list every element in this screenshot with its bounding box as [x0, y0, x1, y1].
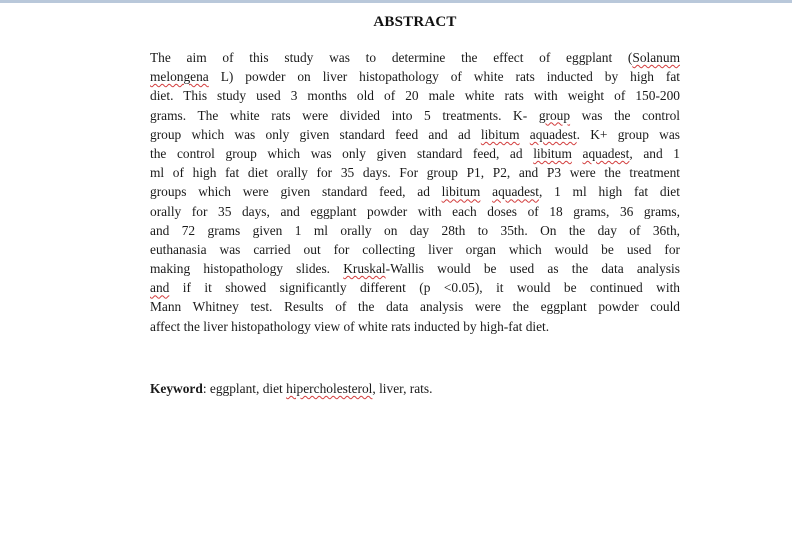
keyword-text-pre: eggplant, diet	[209, 381, 287, 396]
keyword-line	[150, 379, 432, 398]
abstract-text: ml of high fat diet orally for 35 days. For group P1, P2, and P3 were the treatment	[150, 165, 680, 181]
abstract-text: if it showed significantly different (p <0.05), it would be continued with	[169, 280, 680, 296]
spelling-flagged-word[interactable]: group	[538, 107, 571, 123]
abstract-text: and 72 grams given 1 ml orally on day 28th to 35th. On the day of 36th,	[150, 222, 680, 238]
abstract-line	[150, 259, 680, 278]
abstract-text: , 1 ml high fat diet	[538, 184, 680, 200]
abstract-line	[150, 221, 680, 240]
spelling-flagged-word[interactable]: hipercholesterol	[286, 381, 373, 396]
spelling-flagged-word[interactable]: aquadest	[582, 145, 630, 161]
keyword-text-post: , liver, rats.	[372, 381, 433, 396]
abstract-text: . K+ group was	[576, 126, 680, 142]
abstract-text: orally for 35 days, and eggplant powder with each doses of 18 grams, 36 grams,	[150, 203, 680, 219]
spelling-flagged-word[interactable]: libitum	[533, 145, 572, 161]
abstract-text: diet. This study used 3 months old of 20 male white rats with weight of 150-200	[150, 88, 680, 104]
abstract-text	[572, 146, 583, 161]
spelling-flagged-word[interactable]: Kruskal	[343, 261, 386, 277]
abstract-line	[150, 202, 680, 221]
spelling-flagged-word[interactable]: libitum	[480, 126, 520, 142]
abstract-text	[480, 184, 492, 199]
abstract-body[interactable]	[150, 48, 680, 336]
abstract-line	[150, 67, 680, 86]
abstract-line	[150, 182, 680, 201]
abstract-line	[150, 297, 680, 316]
abstract-line	[150, 317, 680, 336]
document-page[interactable]	[0, 3, 792, 536]
spelling-flagged-word[interactable]: aquadest	[492, 184, 539, 200]
abstract-text: , and 1	[629, 145, 680, 161]
abstract-text: was the control	[570, 107, 681, 123]
abstract-text: -Wallis would be used as the data analysis	[385, 261, 680, 277]
abstract-line	[150, 86, 680, 105]
spelling-flagged-word[interactable]: and	[150, 280, 170, 296]
abstract-text: euthanasia was carried out for collecting liver organ which would be used for	[150, 241, 680, 257]
spelling-flagged-word[interactable]: aquadest	[529, 126, 577, 142]
abstract-text: Mann Whitney test. Results of the data analysis were the eggplant powder could	[150, 299, 680, 315]
spelling-flagged-word[interactable]: melongena	[150, 69, 209, 85]
abstract-text: affect the liver histopathology view of white rats inducted by high-fat diet.	[150, 318, 550, 334]
spelling-flagged-word[interactable]: libitum	[441, 184, 481, 200]
abstract-line	[150, 125, 680, 144]
abstract-text	[520, 127, 530, 142]
abstract-text: the control group which was only given standard feed, ad	[150, 145, 534, 161]
abstract-line	[150, 163, 680, 182]
abstract-title: ABSTRACT	[373, 14, 457, 30]
abstract-line	[150, 106, 680, 125]
abstract-line	[150, 48, 680, 67]
abstract-text: grams. The white rats were divided into 5 treatments. K-	[150, 107, 539, 123]
spelling-flagged-word[interactable]: Solanum	[632, 50, 680, 65]
abstract-text: groups which were given standard feed, ad	[150, 184, 442, 200]
abstract-text: making histopathology slides.	[150, 261, 344, 277]
keyword-label: Keyword	[150, 381, 203, 396]
keyword-separator: :	[202, 381, 210, 396]
abstract-line	[150, 144, 680, 163]
abstract-line	[150, 278, 680, 297]
abstract-text: L) powder on liver histopathology of white rats inducted by high fat	[208, 69, 680, 85]
abstract-line	[150, 240, 680, 259]
abstract-text: group which was only given standard feed and ad	[150, 126, 481, 142]
abstract-text: The aim of this study was to determine the effect of eggplant (	[150, 50, 633, 65]
